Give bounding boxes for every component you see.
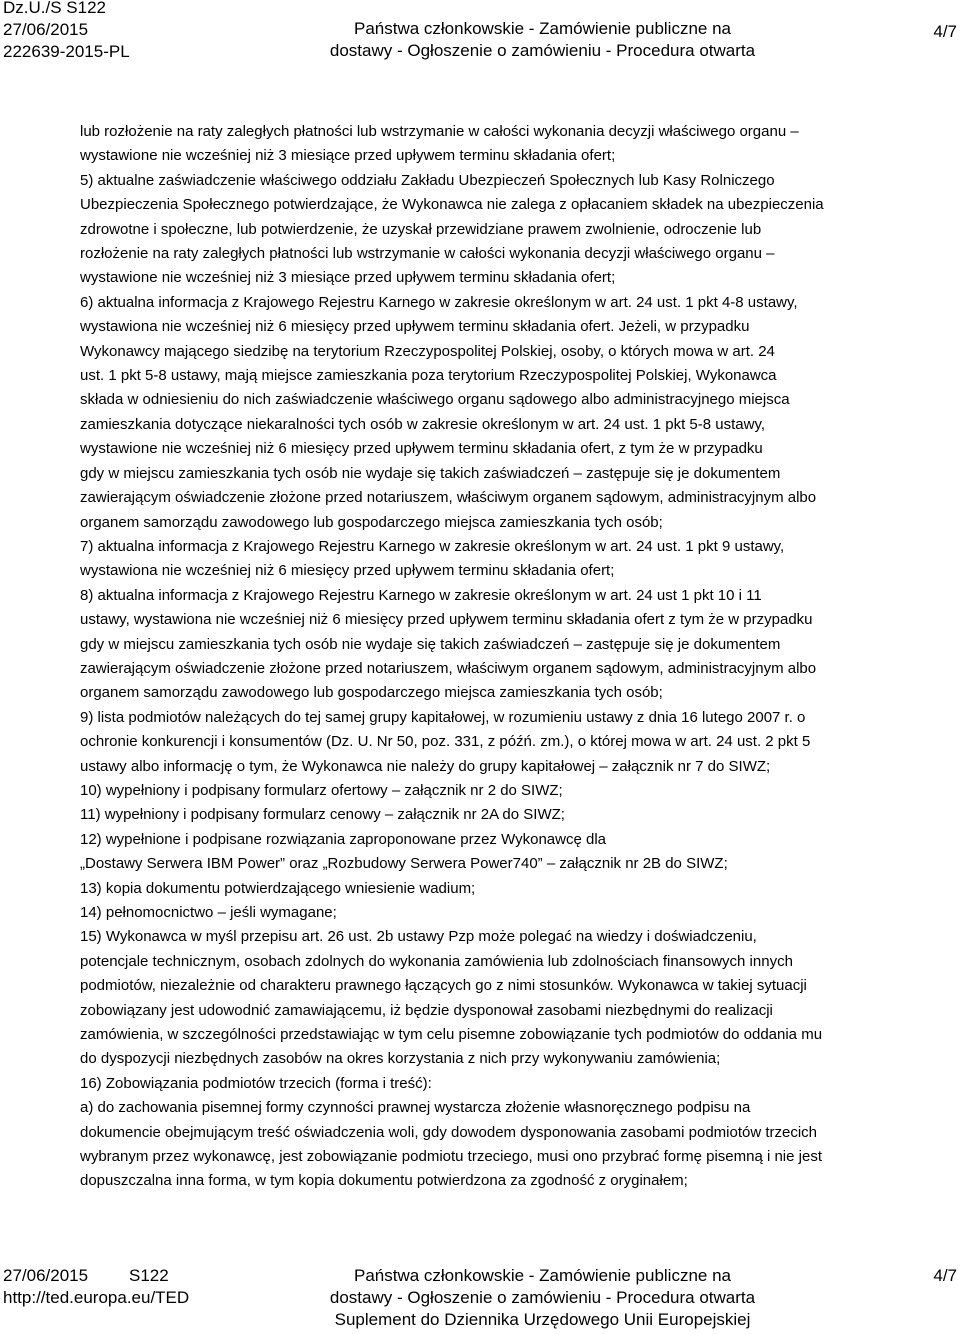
body-text-line: 9) lista podmiotów należących do tej samej grupy kapitałowej, w rozumieniu ustawy z dnia 16 lutego 2007 r. o bbox=[80, 708, 806, 726]
body-text-line: zamieszkania dotyczące niekaralności tych osób w zakresie określonym w art. 24 ust. 1 pkt 5-8 ustawy, bbox=[80, 415, 766, 433]
footer-date: 27/06/2015 bbox=[3, 1266, 89, 1285]
body-text-line: 12) wypełnione i podpisane rozwiązania zaproponowane przez Wykonawcę dla bbox=[80, 830, 607, 848]
footer-page-number: 4/7 bbox=[933, 1266, 957, 1285]
body-text-line: wystawione nie wcześniej niż 3 miesiące przed upływem terminu składania ofert; bbox=[80, 269, 616, 287]
body-text-line: 15) Wykonawca w myśl przepisu art. 26 ust. 2b ustawy Pzp może polegać na wiedzy i doświadczeniu, bbox=[80, 928, 757, 946]
body-text-line: Wykonawcy mającego siedzibę na terytorium Rzeczypospolitej Polskiej, osoby, o których mowa w art. 24 bbox=[80, 342, 775, 360]
document-body bbox=[80, 120, 960, 1194]
body-text-line: 5) aktualne zaświadczenie właściwego oddziału Zakładu Ubezpieczeń Społecznych lub Kasy Rolniczego bbox=[80, 171, 775, 189]
footer-title bbox=[0, 1265, 960, 1331]
header-title-line2: dostawy - Ogłoszenie o zamówieniu - Procedura otwarta bbox=[329, 41, 756, 60]
body-text-line: zobowiązany jest udowodnić zamawiającemu, iż będzie dysponował zasobami niezbędnymi do realizacji bbox=[80, 1001, 773, 1019]
body-text-line: potencjale technicznym, osobach zdolnych do wykonania zamówienia lub zdolnościach finansowych innych bbox=[80, 952, 793, 970]
header-doc-id: Dz.U./S S122 bbox=[3, 0, 106, 17]
footer-title-line3: Suplement do Dziennika Urzędowego Unii Europejskiej bbox=[334, 1310, 751, 1329]
body-text-line: zawierającym oświadczenie złożone przed notariuszem, właściwym organem sądowym, administracyjnym albo bbox=[80, 489, 817, 507]
body-text-line: zamówienia, w szczególności przedstawiając w tym celu pisemne zobowiązanie tych podmiotów do oddania mu bbox=[80, 1026, 823, 1044]
body-text-line: wystawiona nie wcześniej niż 6 miesięcy przed upływem terminu składania ofert. Jeżeli, w przypadku bbox=[80, 318, 750, 336]
body-text-line: podmiotów, niezależnie od charakteru prawnego łączących go z nimi stosunków. Wykonawca w takiej sytuacji bbox=[80, 977, 807, 995]
body-text-line: 14) pełnomocnictwo – jeśli wymagane; bbox=[80, 904, 337, 921]
body-text-line: 8) aktualna informacja z Krajowego Rejestru Karnego w zakresie określonym w art. 24 ust 1 pkt 10 i 11 bbox=[80, 586, 762, 604]
body-text-line: gdy w miejscu zamieszkania tych osób nie wydaje się takich zaświadczeń – zastępuje się je dokumentem bbox=[80, 635, 781, 653]
footer-title-line2: dostawy - Ogłoszenie o zamówieniu - Procedura otwarta bbox=[329, 1288, 756, 1307]
body-text-line: a) do zachowania pisemnej formy czynności prawnej wystarcza złożenie własnoręcznego podpisu na bbox=[80, 1099, 751, 1117]
body-text-line: wystawiona nie wcześniej niż 6 miesięcy przed upływem terminu składania ofert; bbox=[80, 562, 615, 580]
header-title bbox=[0, 18, 960, 62]
page-header bbox=[0, 0, 960, 70]
body-text-line: składa w odniesieniu do nich zaświadczenie właściwego organu sądowego albo administracyjnego miejsca bbox=[80, 391, 790, 409]
body-text-line: do dyspozycji niezbędnych zasobów na okres korzystania z nich przy wykonywaniu zamówienia; bbox=[80, 1050, 721, 1068]
header-ref: 222639-2015-PL bbox=[3, 42, 130, 61]
body-text-line: 7) aktualna informacja z Krajowego Rejestru Karnego w zakresie określonym w art. 24 ust. 1 pkt 9 ustawy, bbox=[80, 537, 785, 555]
body-text-line: 16) Zobowiązania podmiotów trzecich (forma i treść): bbox=[80, 1074, 432, 1092]
body-text-line: 11) wypełniony i podpisany formularz cenowy – załącznik nr 2A do SIWZ; bbox=[80, 806, 565, 824]
body-text-line: zawierającym oświadczenie złożone przed notariuszem, właściwym organem sądowym, administracyjnym albo bbox=[80, 659, 817, 677]
body-text-line: Ubezpieczenia Społecznego potwierdzające, że Wykonawca nie zalega z opłacaniem składek na ubezpieczenia bbox=[80, 196, 824, 214]
body-text-line: wybranym przez wykonawcę, jest zobowiązanie podmiotu trzeciego, musi ono przybrać formę pisemną i nie jest bbox=[80, 1148, 822, 1166]
header-date: 27/06/2015 bbox=[3, 20, 89, 39]
page-footer bbox=[0, 1262, 960, 1334]
body-text-line: 6) aktualna informacja z Krajowego Rejestru Karnego w zakresie określonym w art. 24 ust. 1 pkt 4-8 ustawy, bbox=[80, 293, 798, 311]
body-text-line: „Dostawy Serwera IBM Power” oraz „Rozbudowy Serwera Power740” – załącznik nr 2B do SIWZ; bbox=[80, 855, 728, 873]
body-text-line: rozłożenie na raty zaległych płatności lub wstrzymanie w całości wykonania decyzji właściwego organu – bbox=[80, 245, 775, 263]
footer-title-line1: Państwa członkowskie - Zamówienie publiczne na bbox=[353, 1266, 731, 1285]
body-text-line: ustawy albo informację o tym, że Wykonawca nie należy do grupy kapitałowej – załącznik nr 7 do SIWZ; bbox=[80, 757, 771, 775]
body-text-line: ustawy, wystawiona nie wcześniej niż 6 miesięcy przed upływem terminu składania ofert z tym że w przypadku bbox=[80, 611, 813, 629]
header-title-line1: Państwa członkowskie - Zamówienie publiczne na bbox=[353, 19, 731, 38]
body-text-line: ust. 1 pkt 5-8 ustawy, mają miejsce zamieszkania poza terytorium Rzeczypospolitej Polskiej, Wykonawca bbox=[80, 367, 777, 385]
footer-series: S122 bbox=[129, 1266, 169, 1285]
body-text-line: 13) kopia dokumentu potwierdzającego wniesienie wadium; bbox=[80, 879, 476, 897]
header-page-number: 4/7 bbox=[933, 22, 957, 41]
body-text-line: organem samorządu zawodowego lub gospodarczego miejsca zamieszkania tych osób; bbox=[80, 513, 663, 531]
body-text-line: ochronie konkurencji i konsumentów (Dz. U. Nr 50, poz. 331, z późń. zm.), o której mowa w art. 24 ust. 2 pkt 5 bbox=[80, 733, 811, 751]
body-text-line: lub rozłożenie na raty zaległych płatności lub wstrzymanie w całości wykonania decyzji właściwego organu – bbox=[80, 123, 799, 140]
body-text-line: wystawione nie wcześniej niż 6 miesięcy przed upływem terminu składania ofert, z tym że w przypadku bbox=[80, 440, 763, 458]
body-text-line: zdrowotne i społeczne, lub potwierdzenie, że uzyskał przewidziane prawem zwolnienie, odroczenie lub bbox=[80, 220, 762, 238]
body-text-line: organem samorządu zawodowego lub gospodarczego miejsca zamieszkania tych osób; bbox=[80, 684, 663, 702]
body-text-line: gdy w miejscu zamieszkania tych osób nie wydaje się takich zaświadczeń – zastępuje się je dokumentem bbox=[80, 464, 781, 482]
body-text-line: wystawione nie wcześniej niż 3 miesiące przed upływem terminu składania ofert; bbox=[80, 147, 616, 165]
body-text-line: dokumencie obejmującym treść oświadczenia woli, gdy dowodem dysponowania zasobami podmiotów trzecich bbox=[80, 1123, 818, 1141]
body-text-line: 10) wypełniony i podpisany formularz ofertowy – załącznik nr 2 do SIWZ; bbox=[80, 781, 563, 799]
footer-url[interactable]: http://ted.europa.eu/TED bbox=[3, 1288, 190, 1307]
body-text-line: dopuszczalna inna forma, w tym kopia dokumentu potwierdzona za zgodność z oryginałem; bbox=[80, 1172, 688, 1190]
